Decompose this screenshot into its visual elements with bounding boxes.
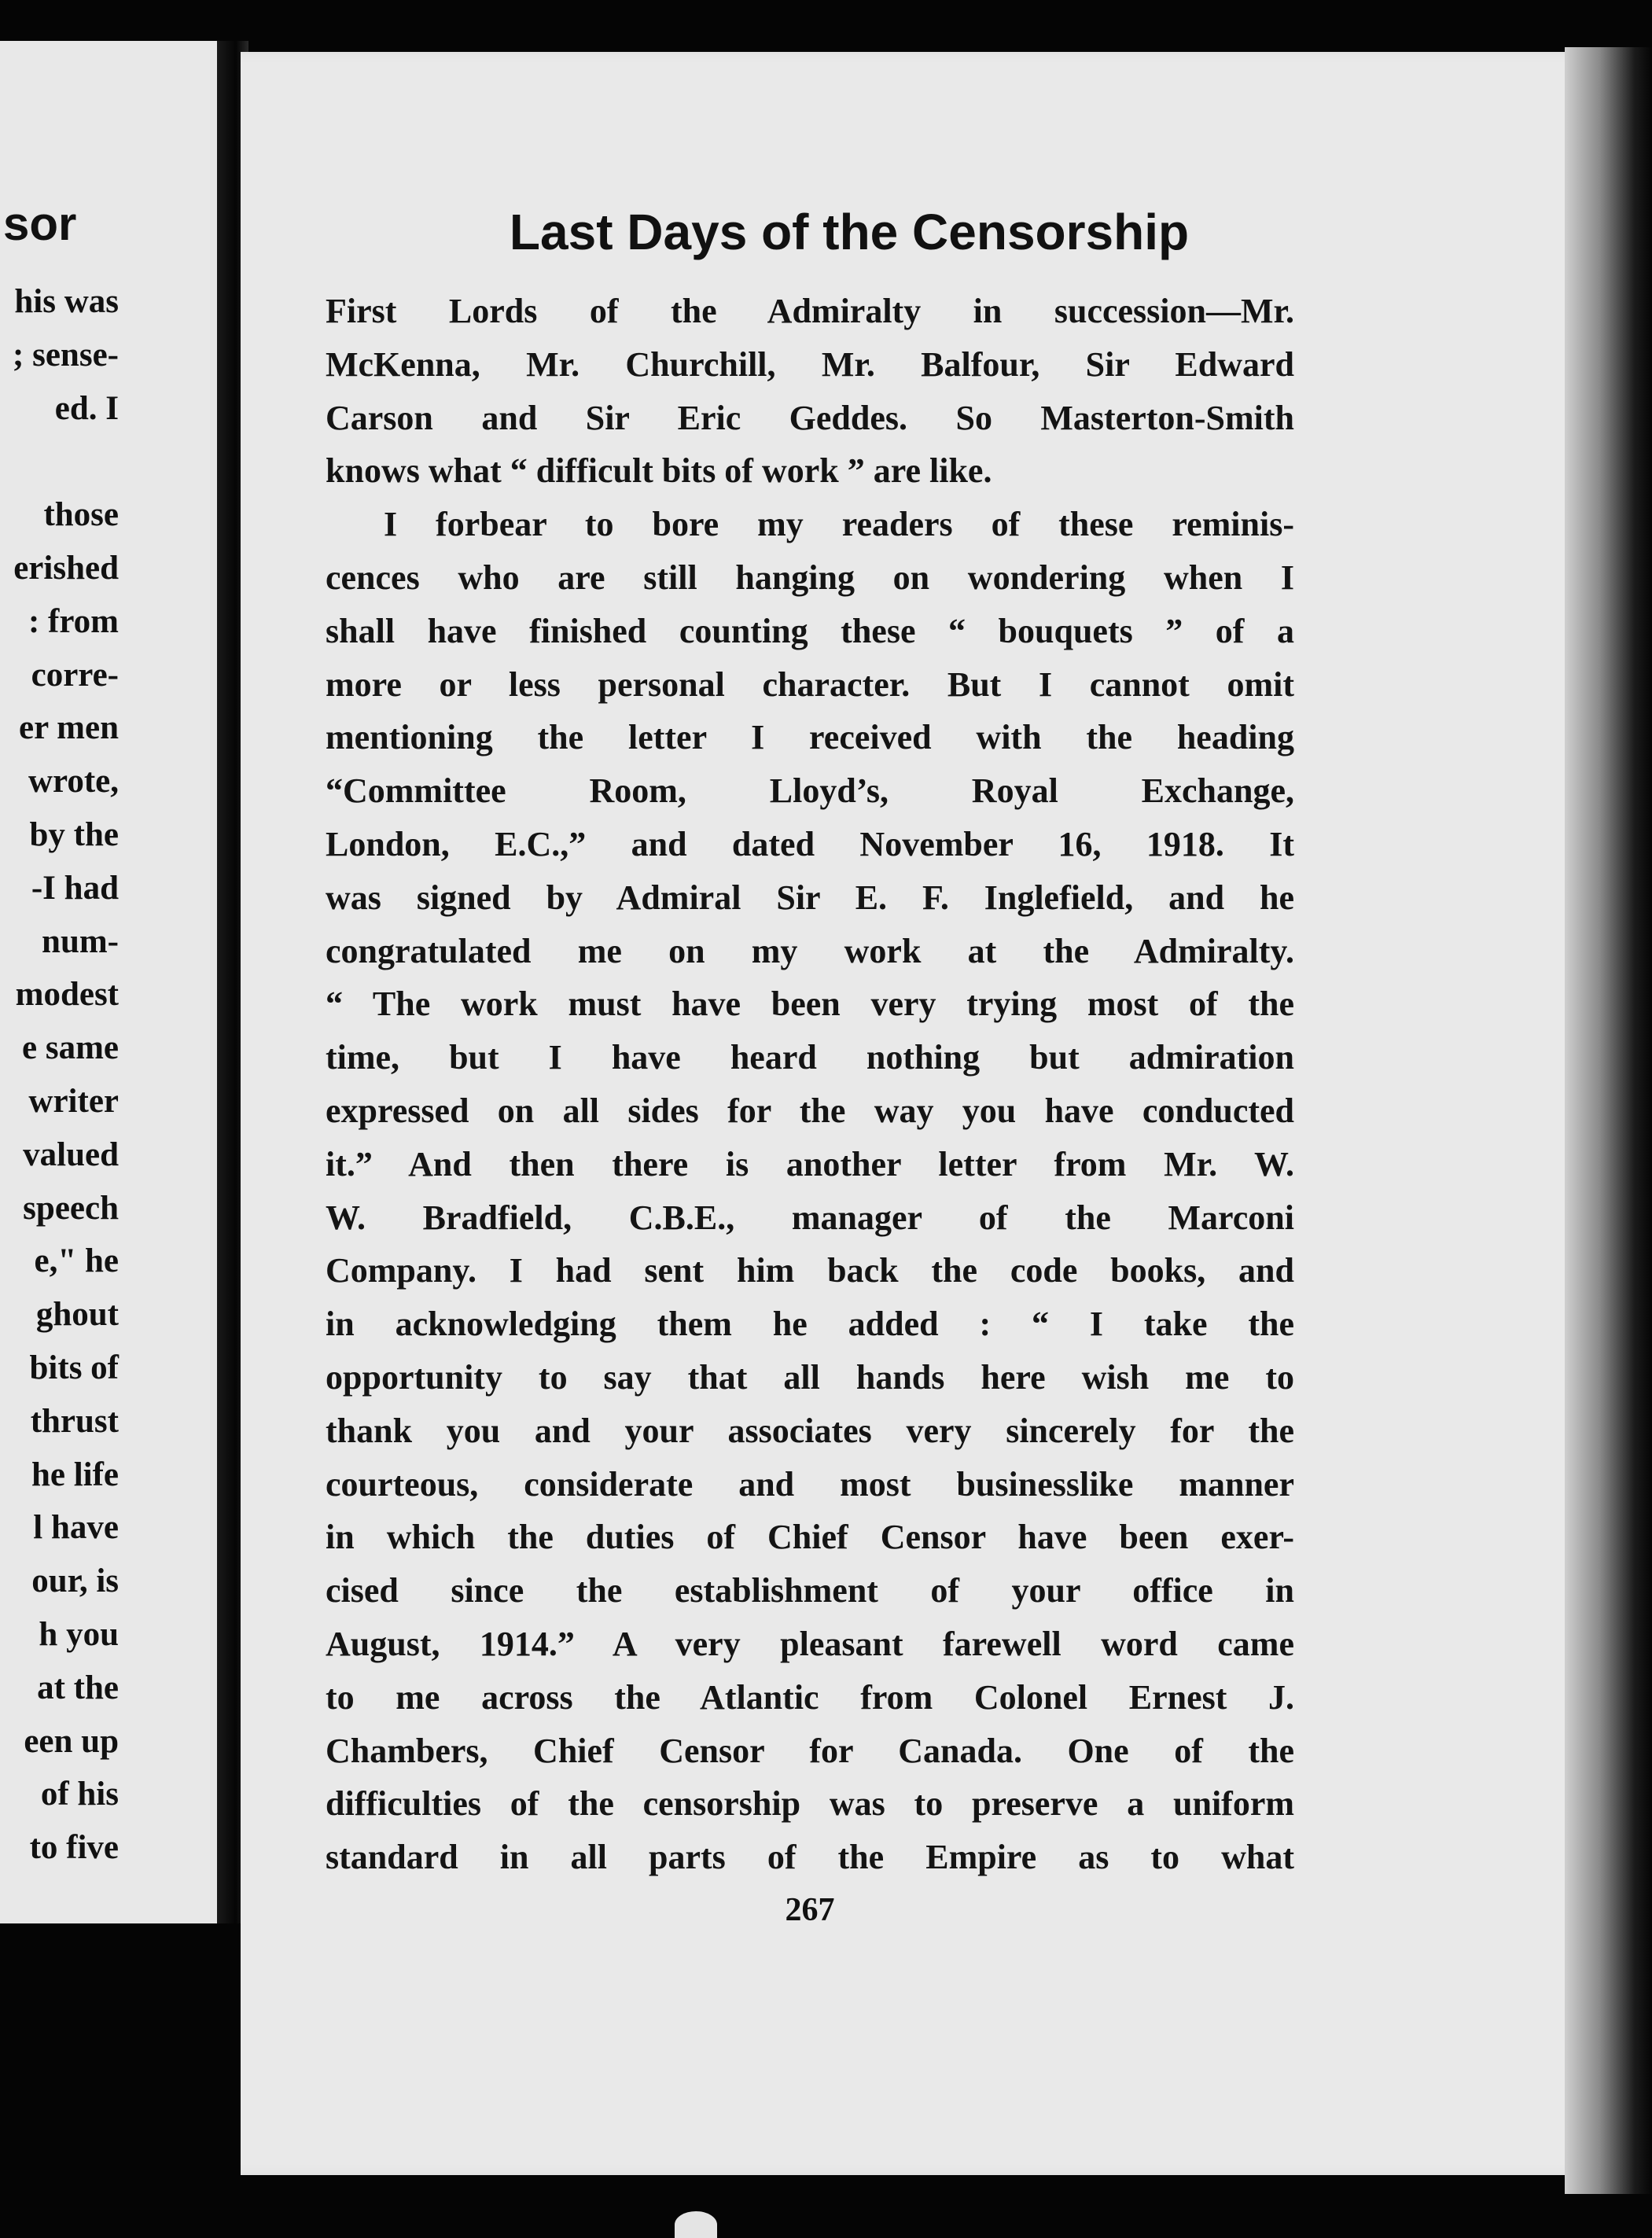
text-line: congratulated me on my work at the Admiralty.: [326, 931, 1294, 970]
left-line: [0, 435, 119, 488]
text-line: McKenna, Mr. Churchill, Mr. Balfour, Sir Edward: [326, 344, 1294, 384]
left-line: een up: [24, 1722, 119, 1760]
text-line: London, E.C.,” and dated November 16, 1918. It: [326, 824, 1294, 863]
left-line: to five: [29, 1829, 119, 1867]
text-line: First Lords of the Admiralty in succession—Mr.: [326, 292, 1294, 330]
text-line: thank you and your associates very sincerely for the: [326, 1411, 1294, 1450]
left-line: at the: [37, 1669, 119, 1706]
left-line: -I had: [31, 869, 119, 907]
text-line: in acknowledging them he added : “ I take the: [326, 1305, 1294, 1344]
left-line: er men: [19, 709, 119, 747]
left-line: valued: [23, 1136, 119, 1173]
left-line: num-: [42, 922, 119, 960]
left-line: l have: [33, 1509, 119, 1547]
left-line: modest: [15, 976, 119, 1014]
left-line: e same: [22, 1029, 119, 1067]
left-line: wrote,: [28, 763, 119, 801]
body-text: [326, 285, 1294, 1884]
text-line: mentioning the letter I received with the heading: [326, 718, 1294, 757]
left-line: : from: [28, 602, 119, 640]
text-line: I forbear to bore my readers of these reminis-: [384, 505, 1294, 544]
text-line: August, 1914.” A very pleasant farewell word came: [326, 1624, 1294, 1663]
left-page-fragment: [0, 41, 217, 1923]
text-line: standard in all parts of the Empire as to what: [326, 1838, 1294, 1877]
page-number: 267: [785, 1892, 835, 1928]
left-line: writer: [28, 1082, 119, 1120]
text-line: Company. I had sent him back the code books, and: [326, 1251, 1294, 1290]
text-line: more or less personal character. But I cannot omit: [326, 664, 1294, 704]
left-line: corre-: [31, 656, 119, 694]
left-line: bits of: [29, 1349, 119, 1386]
text-line: “ The work must have been very trying most of the: [326, 985, 1294, 1024]
text-line: Chambers, Chief Censor for Canada. One of the: [326, 1731, 1294, 1770]
left-line: by the: [29, 815, 119, 853]
text-line: opportunity to say that all hands here wish me to: [326, 1357, 1294, 1397]
text-line: time, but I have heard nothing but admiration: [326, 1038, 1294, 1077]
text-line: “Committee Room, Lloyd’s, Royal Exchange,: [326, 771, 1294, 811]
text-line: courteous, considerate and most businesslike manner: [326, 1464, 1294, 1504]
scan-artifact: [675, 2211, 717, 2238]
text-line: shall have finished counting these “ bouquets ” of a: [326, 611, 1294, 650]
running-title: Last Days of the Censorship: [509, 204, 1190, 260]
left-line: of his: [40, 1776, 119, 1813]
left-line: ed. I: [54, 389, 119, 427]
left-page-text: [0, 275, 119, 1875]
left-line: thrust: [30, 1402, 119, 1440]
left-line: h you: [39, 1615, 119, 1653]
left-line: e," he: [34, 1242, 119, 1280]
left-line: those: [43, 496, 119, 534]
left-line: ghout: [35, 1296, 119, 1334]
text-line: expressed on all sides for the way you have conducted: [326, 1091, 1294, 1130]
text-line: to me across the Atlantic from Colonel Ernest J.: [326, 1677, 1294, 1717]
left-line: erished: [13, 549, 119, 587]
text-line: knows what “ difficult bits of work ” are like.: [326, 451, 992, 491]
text-line: difficulties of the censorship was to preserve a uniform: [326, 1784, 1294, 1824]
page-edge-shadow: [1565, 47, 1652, 2194]
text-line: Carson and Sir Eric Geddes. So Masterton-Smith: [326, 398, 1294, 437]
text-line: W. Bradfield, C.B.E., manager of the Marconi: [326, 1198, 1294, 1237]
left-line: his was: [14, 283, 119, 320]
left-line: he life: [31, 1456, 119, 1493]
text-line: cised since the establishment of your office in: [326, 1571, 1294, 1610]
left-line: our, is: [31, 1563, 119, 1600]
text-line: it.” And then there is another letter from Mr. W.: [326, 1144, 1294, 1183]
text-line: was signed by Admiral Sir E. F. Inglefield, and he: [326, 878, 1294, 917]
text-line: cences who are still hanging on wondering when I: [326, 558, 1294, 597]
left-line: speech: [23, 1189, 119, 1227]
text-line: in which the duties of Chief Censor have been exer-: [326, 1518, 1294, 1557]
left-page-heading: sor: [3, 197, 77, 250]
left-line: ; sense-: [13, 336, 119, 374]
